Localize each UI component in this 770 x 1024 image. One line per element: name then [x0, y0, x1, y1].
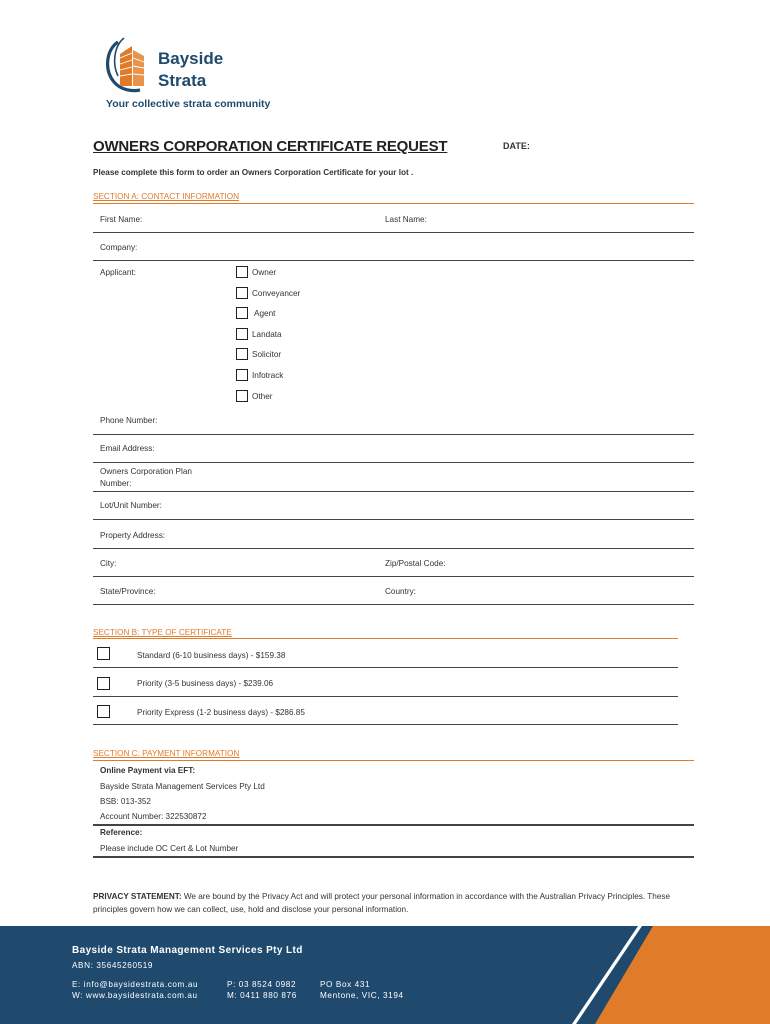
privacy-statement [93, 890, 703, 916]
section-c-heading: SECTION C: PAYMENT INFORMATION [93, 749, 240, 758]
company-label: Company: [100, 243, 138, 252]
payment-bottom-rule [93, 856, 694, 858]
agent-checkbox[interactable] [236, 307, 248, 319]
footer-locality: Mentone, VIC, 3194 [320, 991, 404, 1000]
city-label: City: [100, 559, 117, 568]
applicant-label: Applicant: [100, 268, 136, 277]
account-number: Account Number: 322530872 [100, 812, 207, 821]
standard-checkbox[interactable] [97, 647, 110, 660]
state-row [93, 577, 694, 605]
solicitor-label: Solicitor [252, 350, 282, 359]
footer-orange-accent [595, 926, 770, 1024]
bsb-number: BSB: 013-352 [100, 797, 151, 806]
footer-abn: ABN: 35645260519 [72, 961, 154, 970]
infotrack-label: Infotrack [252, 371, 284, 380]
reference-text: Please include OC Cert & Lot Number [100, 844, 239, 853]
company-row [93, 233, 694, 261]
section-a-heading: SECTION A: CONTACT INFORMATION [93, 192, 240, 201]
priority-express-checkbox[interactable] [97, 705, 110, 718]
company-logo [100, 36, 290, 116]
landata-label: Landata [252, 330, 282, 339]
name-row [93, 205, 694, 233]
section-b-heading: SECTION B: TYPE OF CERTIFICATE [93, 628, 232, 637]
priority-express-row [93, 697, 678, 725]
footer-email[interactable]: E: info@baysidestrata.com.au [72, 980, 199, 989]
first-name-label: First Name: [100, 215, 143, 224]
form-title: OWNERS CORPORATION CERTIFICATE REQUEST [93, 138, 448, 155]
payment-divider [93, 824, 694, 826]
owner-checkbox[interactable] [236, 266, 248, 278]
section-b-rule [93, 638, 678, 639]
last-name-label: Last Name: [385, 215, 427, 224]
reference-label: Reference: [100, 828, 143, 837]
conveyancer-checkbox[interactable] [236, 287, 248, 299]
building-logo-icon [102, 36, 156, 94]
applicant-row [93, 261, 694, 408]
priority-row [93, 668, 678, 697]
owner-label: Owner [252, 268, 277, 277]
landata-checkbox[interactable] [236, 328, 248, 340]
agent-label: Agent [254, 309, 276, 318]
footer-company-name: Bayside Strata Management Services Pty Ltd [72, 945, 303, 956]
standard-option-label: Standard (6-10 business days) - $159.38 [137, 651, 286, 660]
brand-tagline: Your collective strata community [106, 98, 271, 110]
priority-express-option-label: Priority Express (1-2 business days) - $286.85 [137, 708, 305, 717]
state-label: State/Province: [100, 587, 156, 596]
solicitor-checkbox[interactable] [236, 348, 248, 360]
property-address-label: Property Address: [100, 531, 166, 540]
plan-row [93, 463, 694, 492]
property-row [93, 520, 694, 549]
other-checkbox[interactable] [236, 390, 248, 402]
date-label: DATE: [503, 141, 530, 151]
plan-number-label: Owners Corporation Plan Number: [100, 467, 192, 488]
conveyancer-label: Conveyancer [252, 289, 301, 298]
account-name: Bayside Strata Management Services Pty Ltd [100, 782, 265, 791]
brand-name: Bayside Strata [158, 49, 224, 90]
country-label: Country: [385, 587, 416, 596]
lot-row [93, 492, 694, 520]
section-a-rule [93, 203, 694, 204]
infotrack-checkbox[interactable] [236, 369, 248, 381]
priority-option-label: Priority (3-5 business days) - $239.06 [137, 679, 274, 688]
footer-website[interactable]: W: www.baysidestrata.com.au [72, 991, 198, 1000]
zip-label: Zip/Postal Code: [385, 559, 446, 568]
footer-mobile: M: 0411 880 876 [227, 991, 297, 1000]
footer-po-box: PO Box 431 [320, 980, 371, 989]
privacy-text: We are bound by the Privacy Act and will protect your personal information in accordance with the Australian Privacy Principles. These principles govern how we can collect, use, hold and disclose your personal information. [93, 892, 671, 914]
footer-phone: P: 03 8524 0982 [227, 980, 297, 989]
section-c-rule [93, 760, 694, 761]
form-intro: Please complete this form to order an Owners Corporation Certificate for your lot . [93, 168, 414, 177]
email-row [93, 435, 694, 463]
lot-label: Lot/Unit Number: [100, 501, 162, 510]
footer [0, 926, 770, 1024]
priority-checkbox[interactable] [97, 677, 110, 690]
phone-label: Phone Number: [100, 416, 158, 425]
other-label: Other [252, 392, 273, 401]
city-row [93, 549, 694, 577]
privacy-label: PRIVACY STATEMENT: [93, 892, 182, 901]
standard-row [93, 640, 678, 668]
email-label: Email Address: [100, 444, 155, 453]
online-payment-label: Online Payment via EFT: [100, 766, 196, 775]
phone-row [93, 407, 694, 435]
